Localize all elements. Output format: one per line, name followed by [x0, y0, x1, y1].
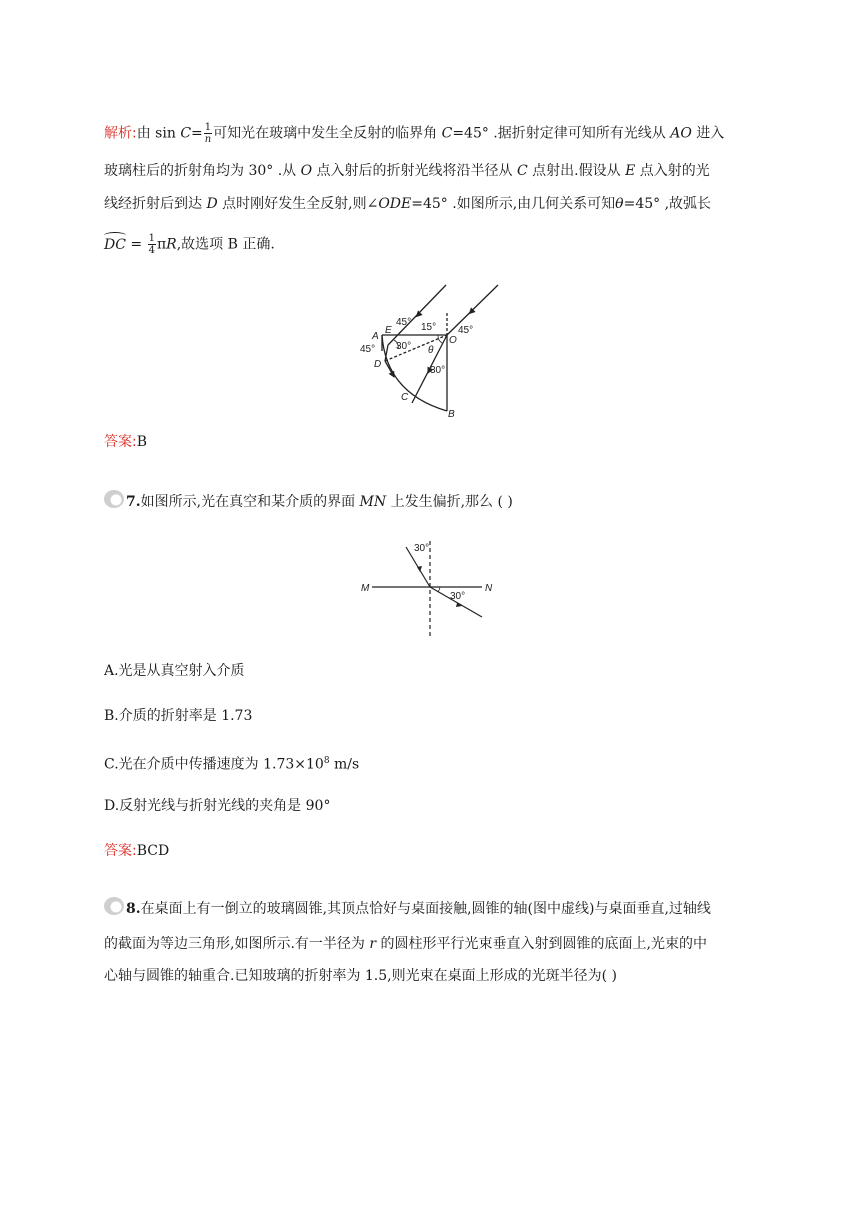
question-8-bullet-icon: [104, 897, 124, 915]
label-n: N: [485, 583, 493, 594]
option-a: A.光是从真空射入介质: [104, 663, 245, 679]
incident-ray-e: [388, 285, 446, 345]
figure-refraction-quarter-cylinder: [358, 283, 528, 418]
label-d: D: [374, 359, 382, 370]
label-theta: θ: [428, 345, 434, 356]
label-m: M: [361, 583, 370, 594]
label-45-left: 45°: [360, 344, 376, 355]
answer-7: 答案:BCD: [104, 843, 170, 859]
analysis-line-3: 线经折射后到达 D 点时刚好发生全反射,则∠ODE=45° .如图所示,由几何关系可知θ=45° ,故弧长: [104, 196, 712, 212]
answer-6: 答案:B: [104, 434, 148, 450]
question-7-bullet-icon: [104, 490, 124, 508]
analysis-line-1: 解析:由 sin C= $\frac{1}{n}$ 可知光在玻璃中发生全反射的临界角 C=45° .据折射定律可知所有光线从 AO 进入: [104, 122, 725, 145]
question-8-line-2: 的截面为等边三角形,如图所示.有一半径为 r 的圆柱形平行光束垂直入射到圆锥的底面上,光束的中: [104, 936, 707, 952]
label-a: A: [372, 331, 379, 342]
analysis-label: 解析:: [104, 125, 137, 142]
label-45-right: 45°: [458, 325, 474, 336]
option-d: D.反射光线与折射光线的夹角是 90°: [104, 798, 331, 814]
label-30-mid: 30°: [430, 365, 446, 376]
analysis-line-4: DC = $\frac{1}{4}$ πR,故选项 B 正确.: [104, 233, 275, 256]
question-8-line-3: 心轴与圆锥的轴重合.已知玻璃的折射率为 1.5,则光束在桌面上形成的光斑半径为( ): [104, 968, 617, 984]
option-b: B.介质的折射率是 1.73: [104, 708, 253, 724]
fraction-1-over-n: $\frac{1}{n}$: [204, 122, 212, 145]
option-c: C.光在介质中传播速度为 $1.73\times 10^8$ m/s: [104, 756, 360, 773]
fraction-1-over-4: $\frac{1}{4}$: [148, 233, 155, 256]
label-30-top: 30°: [414, 543, 430, 554]
figure-mn-interface: [358, 535, 508, 645]
label-45-top: 45°: [396, 317, 412, 328]
arc-dc: DC: [104, 236, 126, 253]
analysis-line-2: 玻璃柱后的折射角均为 30° .从 O 点入射后的折射光线将沿半径从 C 点射出.假设从 E 点入射的光: [104, 163, 710, 179]
question-8-line-1: 8.在桌面上有一倒立的玻璃圆锥,其顶点恰好与桌面接触,圆锥的轴(图中虚线)与桌面垂直,过轴线: [126, 901, 711, 917]
label-c: C: [401, 392, 409, 403]
label-b: B: [448, 409, 455, 418]
label-e: E: [385, 325, 392, 336]
label-30-left: 30°: [396, 341, 412, 352]
label-15: 15°: [421, 322, 437, 333]
label-30-bottom: 30°: [450, 591, 466, 602]
label-o: O: [449, 335, 457, 346]
question-7-stem: 7.如图所示,光在真空和某介质的界面 MN 上发生偏折,那么 ( ): [126, 494, 513, 510]
